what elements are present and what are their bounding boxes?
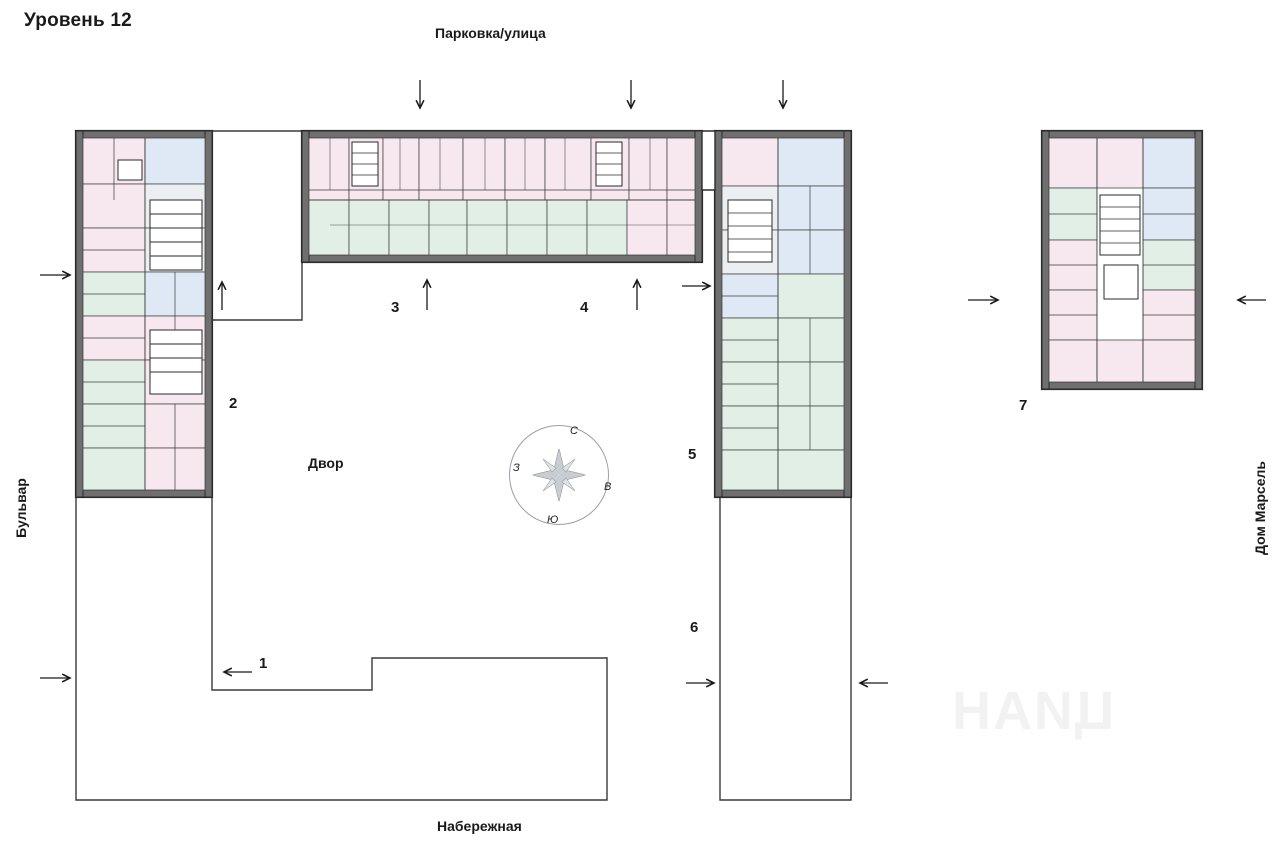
section-label-7[interactable]: 7 — [1019, 397, 1028, 414]
section-label-5[interactable]: 5 — [688, 446, 697, 463]
edge-label-bottom: Набережная — [437, 818, 522, 834]
compass-circle — [509, 425, 612, 525]
section-label-6[interactable]: 6 — [690, 619, 699, 636]
edge-label-left: Бульвар — [13, 478, 29, 538]
edge-label-right: Дом Марсель — [1252, 461, 1268, 556]
compass-south-label: Ю — [547, 514, 559, 526]
section-label-3[interactable]: 3 — [391, 299, 400, 316]
page-title: Уровень 12 — [24, 10, 132, 31]
building-section-7 — [1042, 131, 1202, 389]
building-section-5-6 — [702, 131, 851, 497]
watermark: ЦИАН — [950, 681, 1115, 741]
section-label-1[interactable]: 1 — [259, 655, 268, 672]
edge-label-top: Парковка/улица — [435, 25, 546, 41]
compass-east-label: В — [604, 481, 612, 493]
section-label-2[interactable]: 2 — [229, 395, 238, 412]
compass-west-label: З — [513, 462, 520, 474]
building-section-3-4 — [302, 131, 702, 262]
courtyard-label: Двор — [308, 455, 344, 471]
section-label-4[interactable]: 4 — [580, 299, 589, 316]
building-section-2 — [76, 131, 212, 497]
compass-north-label: С — [570, 425, 578, 437]
